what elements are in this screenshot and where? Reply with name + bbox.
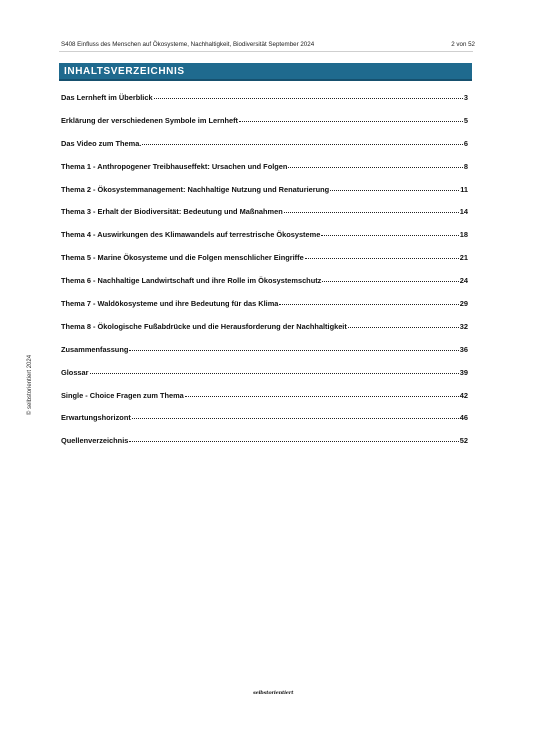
toc-entry-page: 36	[459, 344, 468, 354]
toc-entry[interactable]	[61, 207, 468, 230]
toc-entry[interactable]	[61, 345, 468, 368]
toc-entry[interactable]	[61, 368, 468, 391]
toc-dot-leader	[330, 190, 459, 191]
toc-entry[interactable]	[61, 230, 468, 253]
toc-entry[interactable]	[61, 299, 468, 322]
toc-entry[interactable]	[61, 276, 468, 299]
toc-entry-page: 32	[459, 321, 468, 331]
toc-dot-leader	[129, 441, 458, 442]
toc-dot-leader	[305, 258, 459, 259]
toc-entry-title: Thema 4 - Auswirkungen des Klimawandels auf terrestrische Ökosysteme	[61, 230, 321, 240]
toc-dot-leader	[90, 373, 459, 374]
toc-entry[interactable]	[61, 162, 468, 185]
table-of-contents	[61, 93, 468, 459]
toc-entry-page: 29	[459, 299, 468, 309]
toc-entry-title: Thema 8 - Ökologische Fußabdrücke und die Herausforderung der Nachhaltigkeit	[61, 321, 347, 331]
toc-dot-leader	[288, 167, 462, 168]
toc-entry[interactable]	[61, 413, 468, 436]
toc-dot-leader	[322, 281, 458, 282]
toc-dot-leader	[348, 327, 459, 328]
toc-entry-title: Thema 7 - Waldökosysteme und ihre Bedeutung für das Klima	[61, 299, 279, 309]
toc-entry-title: Thema 3 - Erhalt der Biodiversität: Bedeutung und Maßnahmen	[61, 207, 283, 217]
header-divider	[59, 51, 473, 52]
toc-dot-leader	[321, 235, 458, 236]
toc-entry[interactable]	[61, 93, 468, 116]
toc-entry-page: 14	[459, 207, 468, 217]
toc-dot-leader	[129, 350, 458, 351]
toc-entry-page: 21	[459, 253, 468, 263]
toc-entry[interactable]	[61, 436, 468, 459]
toc-entry-page: 52	[459, 436, 468, 446]
toc-entry-title: Erwartungshorizont	[61, 413, 131, 423]
toc-dot-leader	[279, 304, 458, 305]
toc-entry-page: 46	[459, 413, 468, 423]
toc-entry-page: 11	[460, 184, 468, 194]
toc-entry-page: 18	[459, 230, 468, 240]
toc-entry-title: Glossar	[61, 367, 89, 377]
footer-logo: selbstorientiert	[253, 690, 294, 696]
toc-entry[interactable]	[61, 116, 468, 139]
toc-entry-page: 3	[463, 93, 468, 102]
toc-entry-title: Thema 6 - Nachhaltige Landwirtschaft und ihre Rolle im Ökosystemschutz	[61, 276, 322, 286]
toc-entry-title: Quellenverzeichnis	[61, 436, 129, 446]
toc-entry-title: Das Video zum Thema.	[61, 138, 142, 148]
toc-entry[interactable]	[61, 322, 468, 345]
toc-dot-leader	[239, 121, 463, 122]
toc-entry-page: 6	[463, 138, 468, 148]
toc-dot-leader	[284, 212, 459, 213]
toc-entry-page: 39	[459, 367, 468, 377]
copyright-notice: © selbstorientiert 2024	[27, 354, 33, 416]
page-header	[61, 41, 475, 48]
toc-entry[interactable]	[61, 391, 468, 414]
toc-dot-leader	[132, 418, 459, 419]
toc-entry-title: Zusammenfassung	[61, 344, 129, 354]
toc-entry-page: 8	[463, 161, 468, 171]
toc-dot-leader	[154, 98, 463, 99]
toc-entry[interactable]	[61, 139, 468, 162]
toc-dot-leader	[142, 144, 463, 145]
toc-entry-page: 42	[459, 390, 468, 400]
toc-entry-title: Erklärung der verschiedenen Symbole im Lernheft	[61, 115, 239, 125]
toc-entry-page: 24	[459, 276, 468, 286]
toc-dot-leader	[185, 396, 459, 397]
document-title: S408 Einfluss des Menschen auf Ökosysteme, Nachhaltigkeit, Biodiversität September 2024	[61, 41, 315, 48]
toc-entry-page: 5	[463, 115, 468, 125]
toc-entry-title: Das Lernheft im Überblick	[61, 93, 153, 102]
toc-heading: INHALTSVERZEICHNIS	[59, 63, 472, 81]
page-number: 2 von 52	[451, 41, 475, 48]
toc-entry[interactable]	[61, 253, 468, 276]
toc-entry-title: Thema 1 - Anthropogener Treibhauseffekt: Ursachen und Folgen	[61, 161, 288, 171]
toc-entry-title: Thema 5 - Marine Ökosysteme und die Folgen menschlicher Eingriffe	[61, 253, 304, 263]
toc-entry-title: Thema 2 - Ökosystemmanagement: Nachhaltige Nutzung und Renaturierung	[61, 184, 330, 194]
toc-entry-title: Single - Choice Fragen zum Thema	[61, 390, 184, 400]
toc-entry[interactable]	[61, 185, 468, 208]
